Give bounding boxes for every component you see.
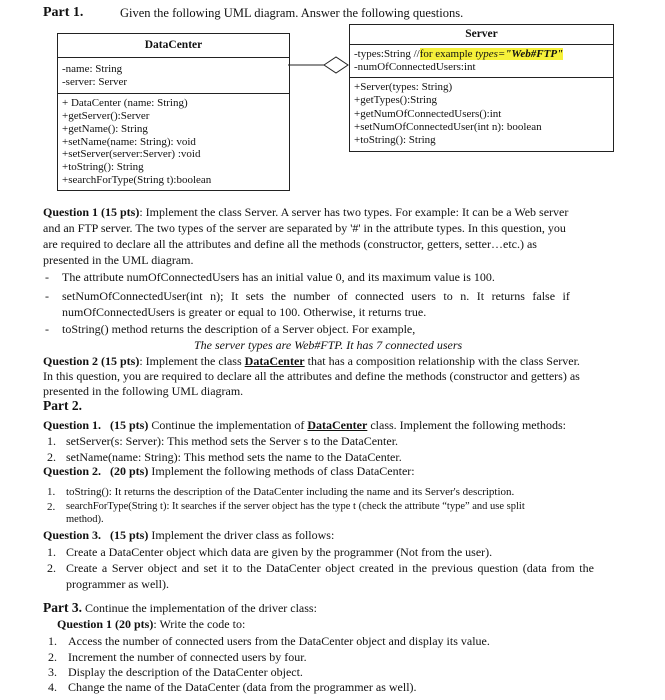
types-example-highlight [420, 48, 563, 60]
datacenter-method: +getServer():Server [62, 109, 150, 122]
list-number: 4. [48, 680, 57, 694]
list-number: 1. [47, 486, 56, 498]
p3-q1-text: : Write the code to: [153, 617, 246, 631]
p2-q2-line [43, 464, 415, 479]
list-number: 2. [47, 561, 56, 575]
server-method: +toString(): String [354, 134, 436, 147]
datacenter-method: +setName(name: String): void [62, 135, 196, 148]
datacenter-method: +getName(): String [62, 122, 148, 135]
p3-q1-label: Question 1 (20 pts) [57, 617, 154, 631]
p2-q3-pts: (15 pts) [110, 528, 149, 542]
part2-heading: Part 2. [43, 398, 82, 413]
p2-q1-label: Question 1. [43, 418, 102, 432]
list-number: 1. [47, 434, 56, 448]
datacenter-method: +setServer(server:Server) :void [62, 148, 201, 161]
p2-q1-class-name: DataCenter [307, 418, 368, 432]
server-methods [350, 78, 613, 150]
server-class-name: Server [350, 25, 613, 45]
server-attr: -numOfConnectedUsers:int [354, 61, 476, 74]
datacenter-method: + DataCenter (name: String) [62, 96, 188, 109]
p2-q1-pts: (15 pts) [110, 418, 149, 432]
q1-line-4: presented in the UML diagram. [43, 253, 194, 267]
p2-q1-line [43, 418, 566, 433]
bullet-dash: - [45, 289, 49, 303]
p3-q1-line [57, 617, 245, 632]
p2-q1-text-after: class. Implement the following methods: [367, 418, 566, 432]
part3-heading: Part 3. [43, 600, 82, 615]
q2-line-3: presented in the following UML diagram. [43, 384, 244, 398]
p2-q3-line [43, 528, 334, 543]
types-example-value: "Web#FTP" [505, 48, 564, 60]
datacenter-method: +searchForType(String t):boolean [62, 174, 212, 187]
types-example-plain: for example [419, 48, 476, 60]
bullet-dash: - [45, 270, 49, 284]
server-method: +getTypes():String [354, 94, 438, 107]
p2-q3-text: Implement the driver class as follows: [148, 528, 335, 542]
list-number: 3. [48, 665, 57, 679]
server-class-box [349, 24, 614, 152]
p2-q2-label: Question 2. [43, 464, 102, 478]
server-attr-types-text: -types:String // [354, 48, 420, 60]
q2-text-after: that has a composition relationship with the class Server. [304, 354, 580, 368]
p2-q3-item-2a: Create a Server object and set it to the DataCenter object created in the previous question (data from the [66, 561, 594, 575]
composition-diamond-icon [324, 57, 348, 73]
bullet-dash: - [45, 322, 49, 336]
datacenter-class-name: DataCenter [58, 34, 289, 58]
q1-line-2: and an FTP server. The two types of the server are separated by '#' in the attribute types. In this question, you [43, 221, 566, 235]
q1-bullet-2b: numOfConnectedUsers is greater or equal to 100. Otherwise, it returns true. [62, 305, 427, 319]
q2-text-before: : Implement the class [139, 354, 245, 368]
q2-label: Question 2 (15 pts) [43, 354, 140, 368]
datacenter-attr: -server: Server [62, 76, 128, 89]
part1-heading: Part 1. [43, 5, 84, 20]
p3-item-2: Increment the number of connected users by four. [68, 650, 307, 664]
p2-q3-item-2b: programmer as well). [66, 577, 169, 591]
q1-line-3: are required to declare all the attributes and define all the methods (constructor, getters, setter…etc.) as [43, 237, 537, 251]
p2-q2-text: Implement the following methods of class DataCenter: [148, 464, 415, 478]
q1-text-1: : Implement the class Server. A server has two types. For example: It can be a Web server [139, 205, 569, 219]
server-attributes [350, 45, 613, 78]
server-method: +getNumOfConnectedUsers():int [354, 107, 502, 120]
q2-line-1 [43, 354, 580, 369]
datacenter-attributes [58, 58, 289, 94]
list-number: 2. [47, 501, 56, 513]
server-method: +Server(types: String) [354, 80, 453, 93]
list-number: 2. [48, 650, 57, 664]
server-attr-types [354, 48, 607, 61]
list-number: 2. [47, 450, 56, 464]
p2-q3-label: Question 3. [43, 528, 102, 542]
part1-instruction: Given the following UML diagram. Answer the following questions. [120, 6, 464, 20]
p3-item-1: Access the number of connected users from the DataCenter object and display its value. [68, 634, 490, 648]
p2-q3-item-1: Create a DataCenter object which data are given by the programmer (Not from the user). [66, 545, 493, 559]
server-method: +setNumOfConnectedUser(int n): boolean [354, 121, 542, 134]
datacenter-methods [58, 94, 289, 189]
p2-q1-item-2: setName(name: String): This method sets the name to the DataCenter. [66, 450, 402, 464]
q1-bullet-2a: setNumOfConnectedUser(int n); It sets the number of connected users to n. It returns false if [62, 289, 570, 303]
p2-q1-text-before: Continue the implementation of [148, 418, 308, 432]
q1-bullet-1: The attribute numOfConnectedUsers has an initial value 0, and its maximum value is 100. [62, 270, 495, 284]
list-number: 1. [47, 545, 56, 559]
part3-intro: Continue the implementation of the driver class: [81, 601, 317, 615]
q1-line-1 [43, 205, 568, 220]
q1-label: Question 1 (15 pts) [43, 205, 140, 219]
p2-q2-item-1: toString(): It returns the description of the DataCenter including the name and its Server's description. [66, 486, 515, 498]
p2-q2-pts: (20 pts) [110, 464, 149, 478]
part3-line [43, 600, 317, 616]
p2-q2-item-2b: method). [66, 514, 104, 525]
datacenter-class-box [57, 33, 290, 191]
datacenter-method: +toString(): String [62, 161, 144, 174]
p2-q2-item-2a: searchForType(String t): It searches if the server object has the type t (check the attribute “type” and use split [66, 501, 525, 512]
p3-item-4: Change the name of the DataCenter (data from the programmer as well). [68, 680, 417, 694]
q1-example: The server types are Web#FTP. It has 7 connected users [194, 338, 463, 352]
types-example-italic: types= [475, 48, 506, 60]
list-number: 1. [48, 634, 57, 648]
datacenter-attr: -name: String [62, 63, 123, 75]
composition-connector [288, 55, 350, 75]
p2-q1-item-1: setServer(s: Server): This method sets the Server s to the DataCenter. [66, 434, 399, 448]
q2-class-name: DataCenter [244, 354, 305, 368]
p3-item-3: Display the description of the DataCenter object. [68, 665, 303, 679]
q1-bullet-3: toString() method returns the description of a Server object. For example, [62, 322, 416, 336]
q2-line-2: In this question, you are required to declare all the attributes and define the methods (constructor and getters) as [43, 369, 580, 383]
